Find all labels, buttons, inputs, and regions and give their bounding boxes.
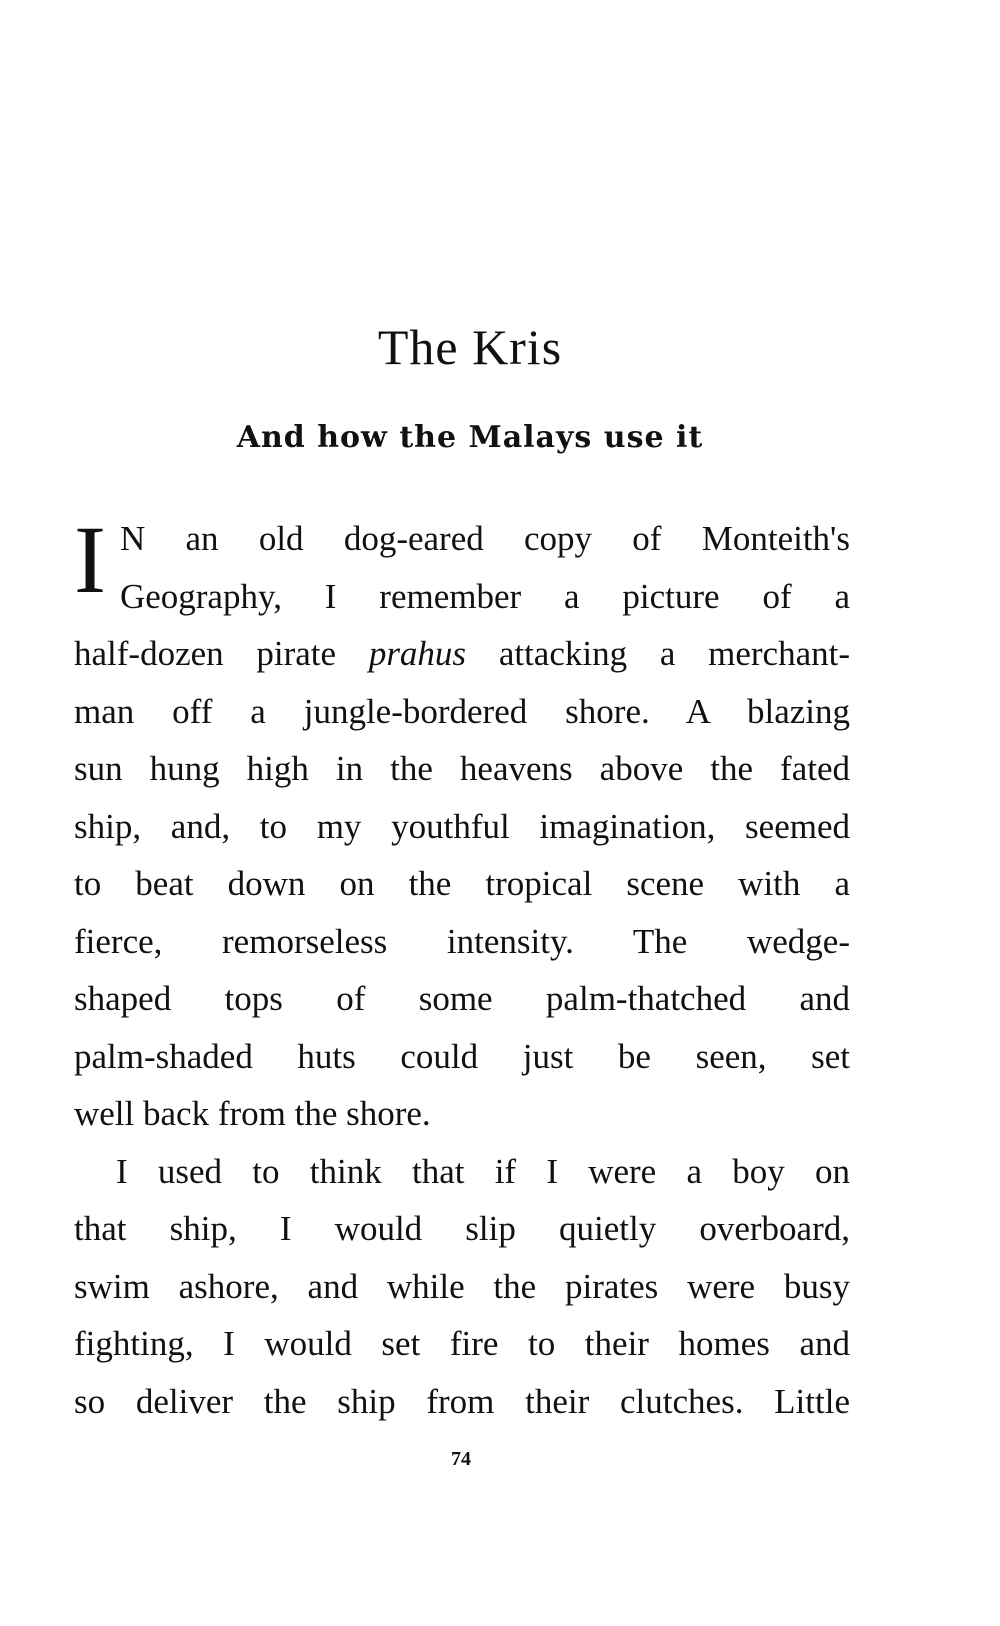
text-line: sun hung high in the heavens above the fated: [74, 749, 850, 788]
italic-word: prahus: [368, 634, 467, 673]
text-fragment: half-dozen pirate: [74, 634, 369, 673]
text-line: man off a jungle-bordered shore. A blazing: [74, 691, 850, 731]
chapter-title: The Kris: [377, 319, 563, 375]
text-line: palm-shaded huts could just be seen, set: [74, 1036, 850, 1076]
text-line: that ship, I would slip quietly overboard,: [74, 1209, 850, 1248]
text-line: N an old dog-eared copy of Monteith's: [119, 519, 850, 558]
text-line: fierce, remorseless intensity. The wedge-: [74, 921, 850, 961]
text-line: to beat down on the tropical scene with a: [74, 864, 850, 903]
text-line: fighting, I would set fire to their homes and: [74, 1324, 850, 1363]
text-line: swim ashore, and while the pirates were busy: [74, 1266, 850, 1306]
page-number: 74: [451, 1448, 471, 1470]
body-text: [74, 506, 850, 1430]
text-line: [74, 625, 850, 683]
text-line: so deliver the ship from their clutches. Little: [74, 1381, 850, 1421]
paragraph-2: [74, 1143, 850, 1431]
text-line: I used to think that if I were a boy on: [116, 1151, 850, 1191]
text-line: Geography, I remember a picture of a: [119, 576, 850, 616]
drop-cap: I: [74, 506, 106, 613]
chapter-subtitle: And how the Malays use it: [236, 420, 704, 455]
paragraph-1: [74, 506, 850, 1143]
text-line: ship, and, to my youthful imagination, seemed: [74, 806, 850, 846]
text-line: well back from the shore.: [74, 1094, 431, 1133]
text-fragment: attacking a merchant-: [466, 634, 850, 673]
text-line: shaped tops of some palm-thatched and: [74, 979, 850, 1018]
